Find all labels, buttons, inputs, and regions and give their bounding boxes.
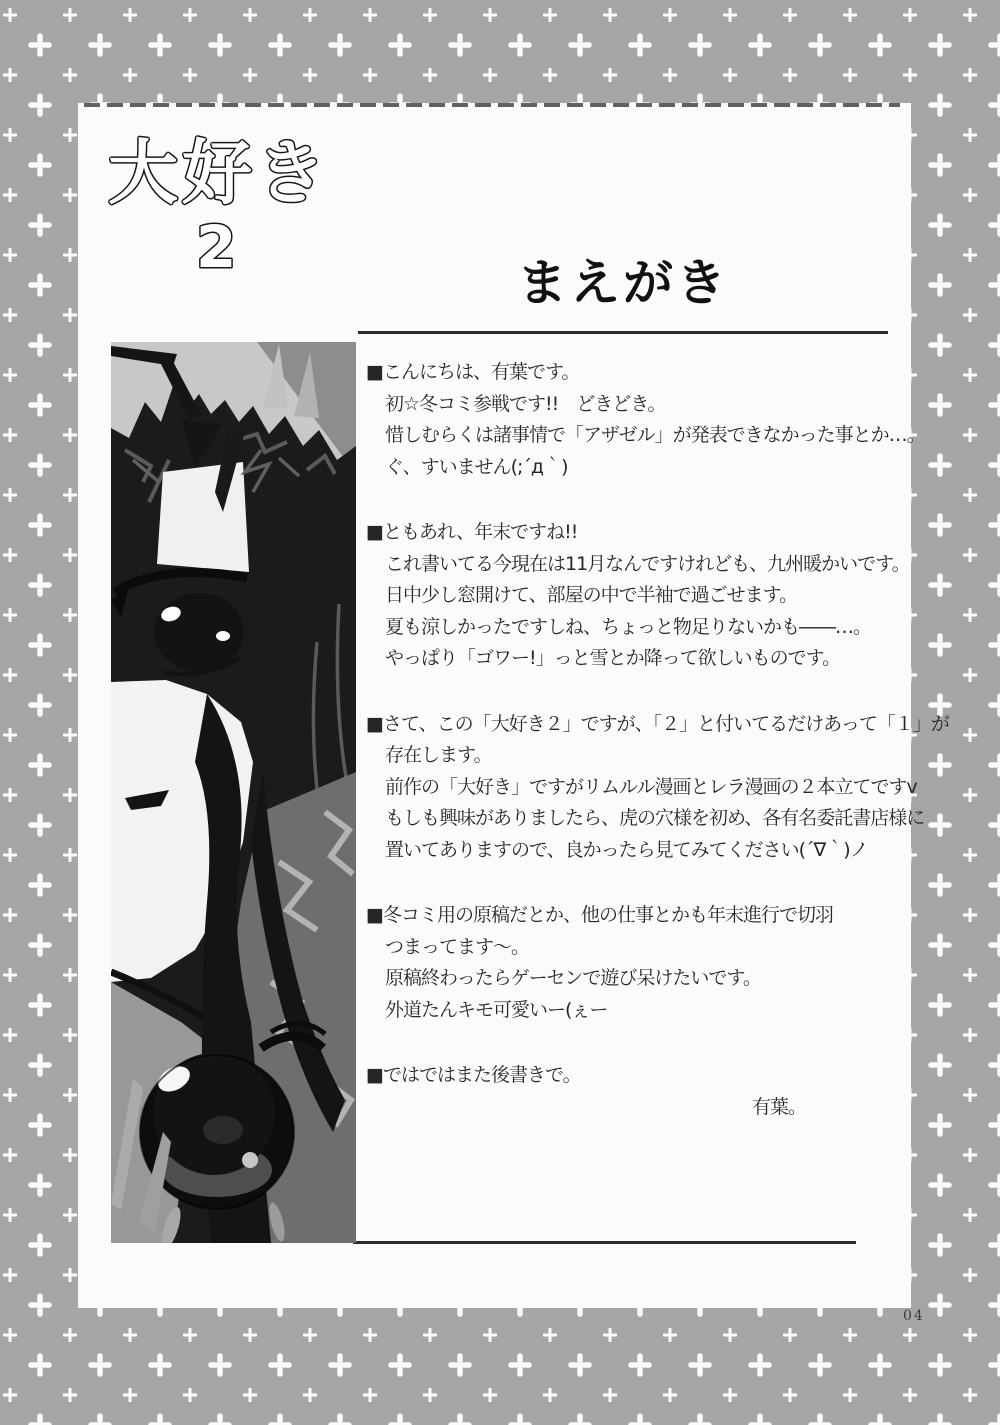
text-line: 存在します。: [385, 744, 492, 766]
footer-rule: [353, 1241, 856, 1244]
preface-heading: まえがき: [517, 254, 729, 312]
paragraph-year-end: [366, 517, 910, 675]
heading-rule: [358, 331, 888, 334]
text-line: ■ともあれ、年末ですね!!: [366, 521, 578, 543]
forehead: [157, 462, 249, 572]
text-line: 外道たんキモ可愛いー(ぇー: [385, 998, 608, 1021]
preface-text-column: [366, 357, 949, 1157]
text-line: 原稿終わったらゲーセンで遊び呆けたいです。: [385, 967, 761, 989]
text-line: 日中少し窓開けて、部屋の中で半袖で過ごせます。: [385, 584, 798, 606]
paragraph-greeting: [366, 357, 925, 483]
text-line: ■さて、この「大好き２」ですが、「２」と付いてるだけあって「１」が: [366, 712, 949, 735]
text-line: ■こんにちは、有葉です。: [366, 361, 580, 383]
doujin-page: [78, 103, 949, 1308]
scan-edge-shadow: [84, 103, 900, 107]
text-line: 惜しむらくは諸事情で「アザゼル」が発表できなかった事とか…。: [385, 424, 925, 446]
title-logo: [102, 111, 352, 281]
text-line: ぐ、すいません(;´д｀): [385, 455, 568, 478]
text-line: つまってます～。: [385, 935, 530, 958]
paragraph-deadlines: [366, 900, 891, 1026]
text-line: もしも興味がありましたら、虎の穴様を初め、各有名委託書店様に: [385, 807, 925, 829]
title-number: 2: [196, 213, 237, 281]
character-illustration: [111, 342, 356, 1243]
text-line: 置いてありますので、良かったら見てみてください(´∇｀)ノ: [385, 838, 868, 861]
text-line: 初☆冬コミ参戦です!! どきどき。: [385, 392, 666, 415]
paragraph-closing: [366, 1060, 891, 1123]
title-text: 大好き: [108, 132, 330, 214]
page-number: 04: [903, 1308, 925, 1324]
text-line: これ書いてる今現在は11月なんですけれども、九州暖かいです。: [385, 552, 910, 575]
author-signature: 有葉。: [751, 1095, 806, 1118]
text-line: 前作の「大好き」ですがリムルル漫画とレラ漫画の２本立てですv: [385, 775, 917, 798]
text-line: ■ではではまた後書きで。: [366, 1064, 581, 1086]
text-line: ■冬コミ用の原稿だとか、他の仕事とかも年末進行で切羽: [366, 904, 833, 926]
text-line: やっぱり「ゴワー!」っと雪とか降って欲しいものです。: [385, 647, 841, 669]
paragraph-previous-work: [366, 709, 949, 867]
text-line: 夏も涼しかったですしね、ちょっと物足りないかも――…。: [385, 615, 872, 638]
